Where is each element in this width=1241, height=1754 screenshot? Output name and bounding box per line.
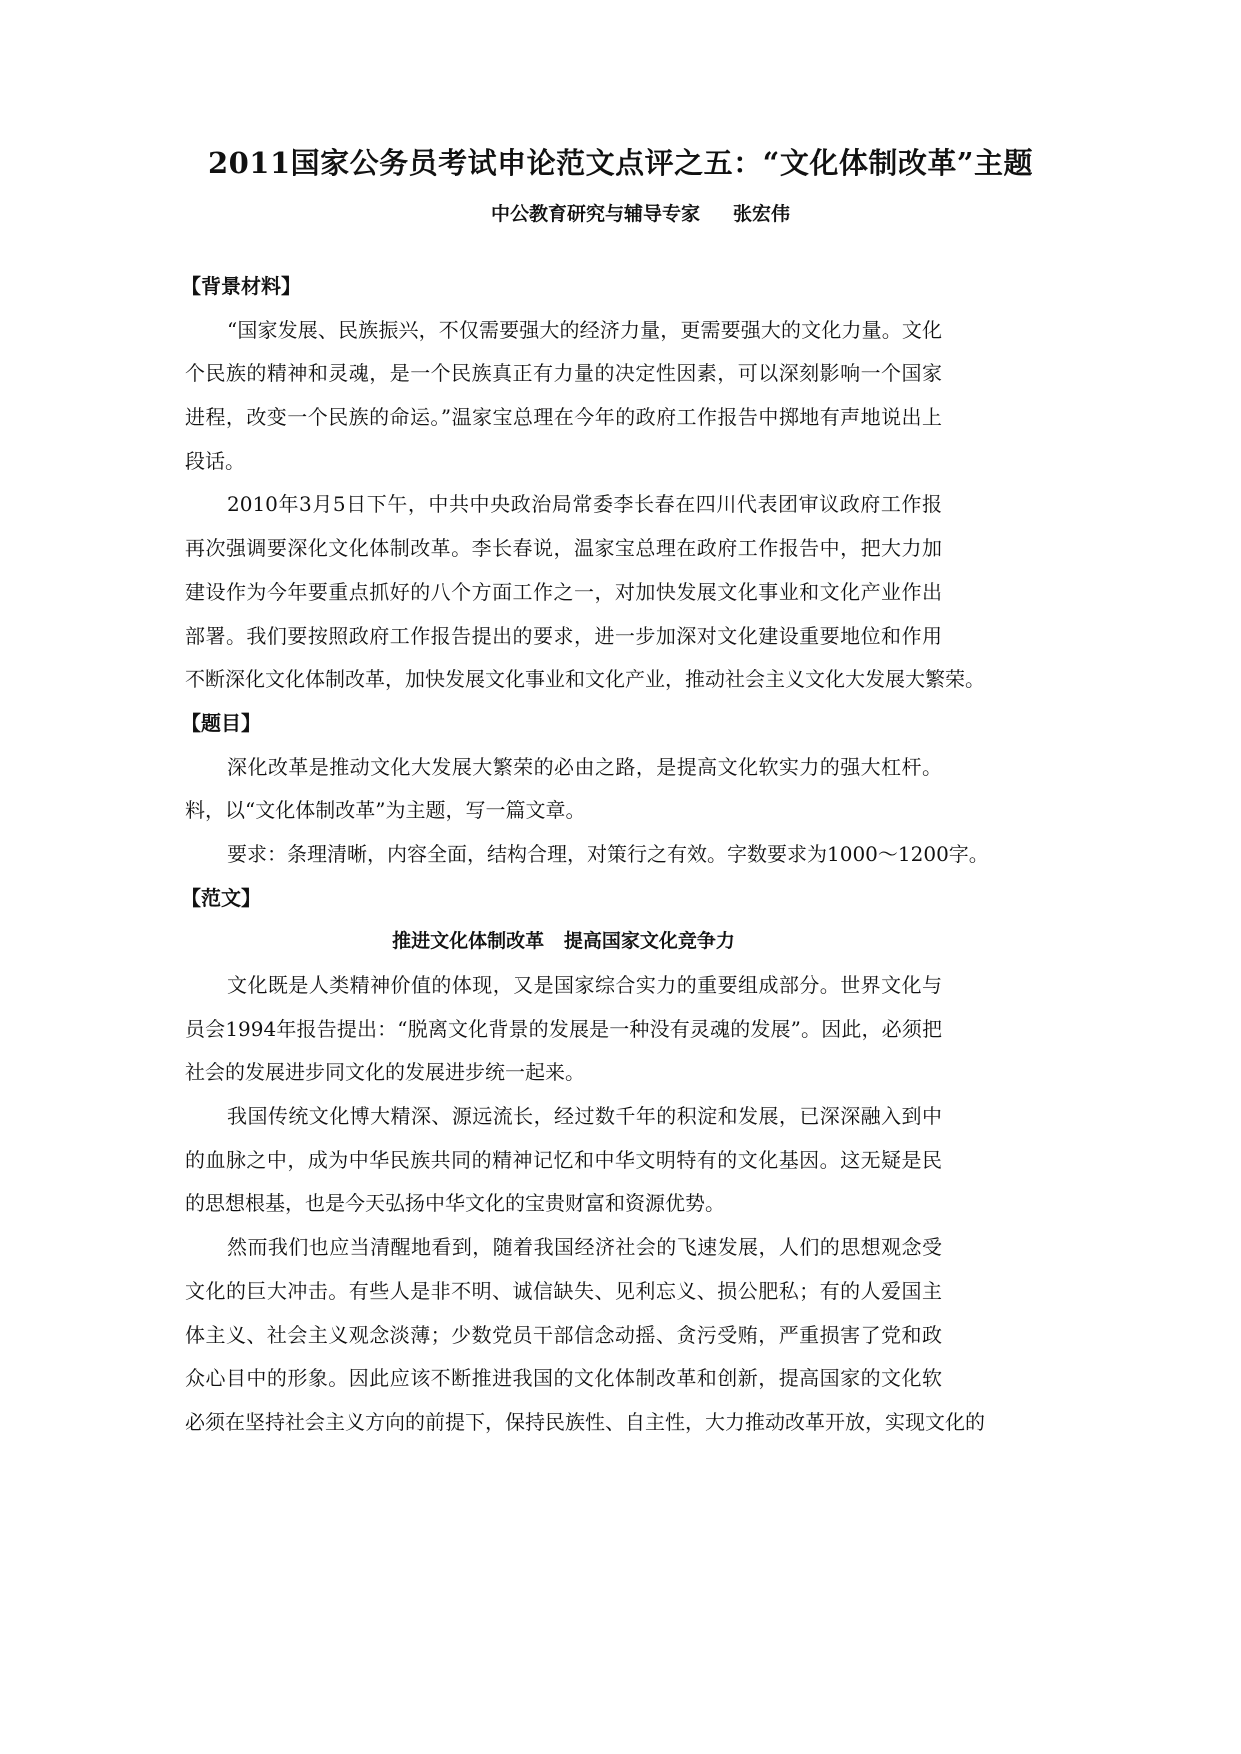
paragraph-line: 众心目中的形象。因此应该不断推进我国的文化体制改革和创新，提高国家的文化软	[185, 1366, 942, 1391]
paragraph	[185, 1095, 942, 1226]
paragraph	[185, 746, 942, 833]
document-title: 2011国家公务员考试申论范文点评之五：“文化体制改革”主题	[207, 146, 1034, 180]
paragraph-line: 体主义、社会主义观念淡薄；少数党员干部信念动摇、贪污受贿，严重损害了党和政	[185, 1322, 942, 1347]
paragraph-line: 社会的发展进步同文化的发展进步统一起来。	[185, 1060, 585, 1085]
paragraph-line: 要求：条理清晰，内容全面，结构合理，对策行之有效。字数要求为1000～1200字。	[227, 841, 989, 866]
document-body	[181, 265, 989, 1445]
paragraph-line: 个民族的精神和灵魂，是一个民族真正有力量的决定性因素，可以深刻影响一个国家	[185, 361, 942, 386]
paragraph-line: “国家发展、民族振兴，不仅需要强大的经济力量，更需要强大的文化力量。文化	[227, 317, 942, 342]
paragraph-line: 再次强调要深化文化体制改革。李长春说，温家宝总理在政府工作报告中，把大力加	[185, 536, 942, 561]
paragraph	[185, 964, 942, 1095]
paragraph-line: 文化的巨大冲击。有些人是非不明、诚信缺失、见利忘义、损公肥私；有的人爱国主	[185, 1278, 942, 1303]
paragraph-line: 进程，改变一个民族的命运。”温家宝总理在今年的政府工作报告中掷地有声地说出上	[185, 405, 942, 430]
paragraph-line: 员会1994年报告提出：“脱离文化背景的发展是一种没有灵魂的发展”。因此，必须把	[185, 1016, 942, 1041]
section-heading: 【范文】	[181, 885, 261, 910]
paragraph	[185, 833, 989, 877]
paragraph-line: 的思想根基，也是今天弘扬中华文化的宝贵财富和资源优势。	[185, 1191, 725, 1216]
essay-subtitle: 推进文化体制改革 提高国家文化竞争力	[392, 930, 735, 953]
paragraph	[185, 483, 985, 701]
paragraph-line: 必须在坚持社会主义方向的前提下，保持民族性、自主性，大力推动改革开放，实现文化的	[185, 1409, 985, 1434]
paragraph	[185, 309, 942, 484]
section-heading: 【背景材料】	[181, 274, 301, 298]
paragraph-line: 部署。我们要按照政府工作报告提出的要求，进一步加深对文化建设重要地位和作用	[185, 623, 942, 648]
paragraph-line: 然而我们也应当清醒地看到，随着我国经济社会的飞速发展，人们的思想观念受	[227, 1235, 942, 1260]
paragraph-line: 2010年3月5日下午，中共中央政治局常委李长春在四川代表团审议政府工作报	[227, 492, 942, 517]
paragraph-line: 我国传统文化博大精深、源远流长，经过数千年的积淀和发展，已深深融入到中	[227, 1104, 942, 1129]
section-heading: 【题目】	[181, 710, 261, 735]
paragraph-line: 建设作为今年要重点抓好的八个方面工作之一，对加快发展文化事业和文化产业作出	[185, 579, 942, 604]
paragraph	[185, 1226, 985, 1444]
paragraph-line: 文化既是人类精神价值的体现，又是国家综合实力的重要组成部分。世界文化与	[227, 973, 942, 997]
paragraph-line: 料，以“文化体制改革”为主题，写一篇文章。	[185, 798, 586, 823]
paragraph-line: 深化改革是推动文化大发展大繁荣的必由之路，是提高文化软实力的强大杠杆。	[227, 754, 942, 779]
paragraph-line: 不断深化文化体制改革，加快发展文化事业和文化产业，推动社会主义文化大发展大繁荣。	[185, 667, 985, 692]
paragraph-line: 段话。	[185, 448, 245, 473]
paragraph-line: 的血脉之中，成为中华民族共同的精神记忆和中华文明特有的文化基因。这无疑是民	[185, 1147, 942, 1172]
document-author: 中公教育研究与辅导专家 张宏伟	[490, 203, 791, 225]
